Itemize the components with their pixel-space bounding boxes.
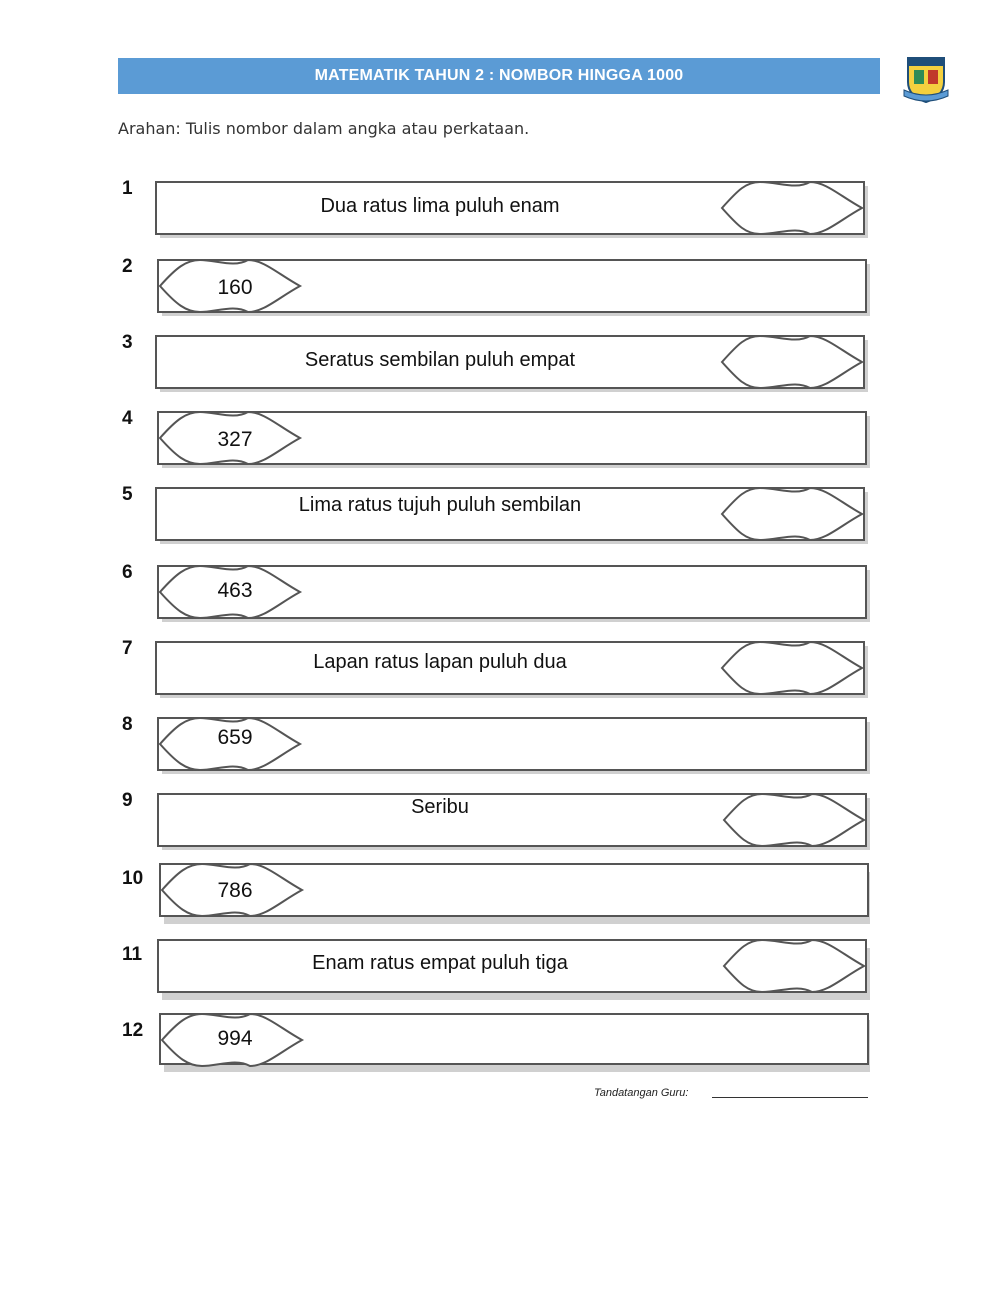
numeral-answer-box[interactable] <box>728 646 860 698</box>
numeral-value: 659 <box>217 726 253 749</box>
words-answer-field[interactable] <box>310 722 860 770</box>
numeral-value: 160 <box>217 276 253 299</box>
signature-line[interactable] <box>712 1097 868 1098</box>
worksheet-title: MATEMATIK TAHUN 2 : NOMBOR HINGGA 1000 <box>314 67 684 84</box>
words-answer-field[interactable] <box>310 264 860 312</box>
question-row-3 <box>0 330 1000 406</box>
number-words: Dua ratus lima puluh enam <box>320 195 560 217</box>
question-number: 3 <box>122 332 133 353</box>
numeral-answer-box[interactable] <box>728 340 860 392</box>
words-answer-field[interactable] <box>310 570 860 618</box>
question-row-8 <box>0 712 1000 788</box>
number-words: Seratus sembilan puluh empat <box>304 349 576 371</box>
question-number: 12 <box>122 1020 144 1041</box>
question-number: 5 <box>122 484 133 505</box>
words-answer-field[interactable] <box>312 1016 862 1062</box>
question-number: 8 <box>122 714 133 735</box>
school-crest-logo <box>900 52 952 104</box>
question-row-10 <box>0 862 1000 938</box>
words-answer-field[interactable] <box>312 866 862 914</box>
question-row-2 <box>0 254 1000 330</box>
question-row-12 <box>0 1012 1000 1088</box>
question-number: 6 <box>122 562 133 583</box>
instruction-text: Arahan: Tulis nombor dalam angka atau perkataan. <box>118 119 530 138</box>
words-answer-field[interactable] <box>310 416 860 464</box>
teacher-signature-label: Tandatangan Guru: <box>594 1087 689 1099</box>
question-row-6 <box>0 560 1000 636</box>
numeral-value: 994 <box>217 1027 253 1050</box>
numeral-answer-box[interactable] <box>728 492 860 544</box>
number-words: Enam ratus empat puluh tiga <box>312 952 568 974</box>
question-row-4 <box>0 406 1000 482</box>
numeral-answer-box[interactable] <box>728 186 860 238</box>
question-number: 1 <box>122 178 133 199</box>
numeral-answer-box[interactable] <box>730 942 862 994</box>
number-words: Seribu <box>411 796 469 818</box>
numeral-value: 327 <box>217 428 253 451</box>
question-number: 11 <box>122 944 143 965</box>
question-row-7 <box>0 636 1000 712</box>
question-row-5 <box>0 482 1000 558</box>
numeral-value: 786 <box>217 879 253 902</box>
number-words: Lima ratus tujuh puluh sembilan <box>298 494 582 516</box>
question-row-11 <box>0 938 1000 1014</box>
question-number: 2 <box>122 256 133 277</box>
numeral-value: 463 <box>217 579 253 602</box>
question-number: 4 <box>122 408 133 429</box>
question-row-9 <box>0 788 1000 864</box>
question-number: 7 <box>122 638 133 659</box>
number-words: Lapan ratus lapan puluh dua <box>313 651 567 673</box>
question-number: 9 <box>122 790 133 811</box>
worksheet-title-banner <box>118 58 880 94</box>
question-number: 10 <box>122 868 144 889</box>
numeral-answer-box[interactable] <box>730 798 862 850</box>
question-row-1 <box>0 176 1000 252</box>
